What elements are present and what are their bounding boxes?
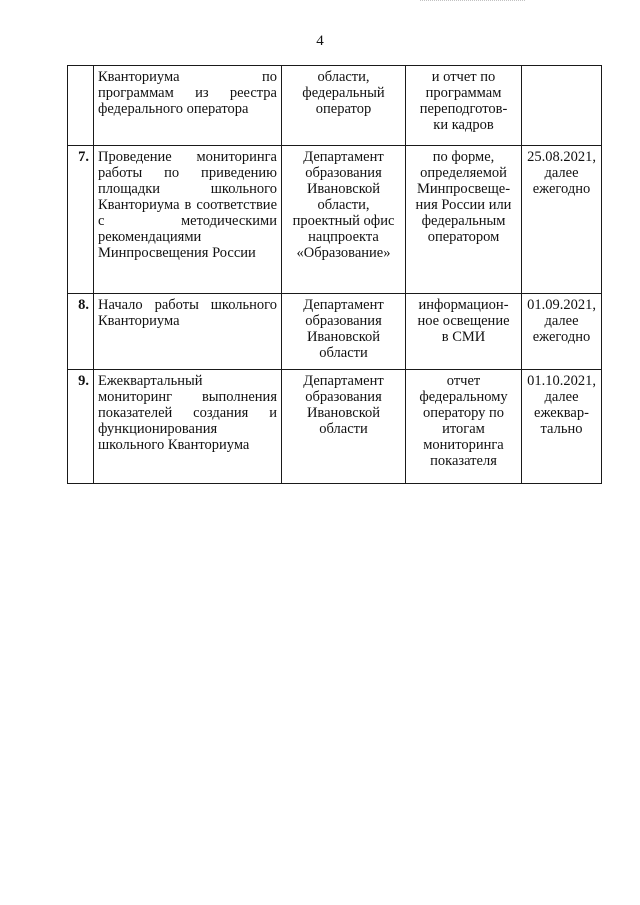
deadline: 25.08.2021, далее ежегодно [522, 146, 602, 294]
responsible-party: Департамент образования Ивановской области [282, 294, 406, 370]
event-description: Начало работы школьного Кванториума [94, 294, 282, 370]
row-number: 8. [68, 294, 94, 370]
scan-artifact [420, 0, 525, 7]
deadline [522, 66, 602, 146]
expected-result: и отчет по программам переподготов- ки кадров [406, 66, 522, 146]
row-number: 9. [68, 370, 94, 484]
page-number: 4 [316, 33, 324, 49]
deadline: 01.10.2021, далее ежеквар- тально [522, 370, 602, 484]
responsible-party: Департамент образования Ивановской области, проектный офис нацпроекта «Образование» [282, 146, 406, 294]
table-row [68, 146, 602, 294]
row-number [68, 66, 94, 146]
responsible-party: Департамент образования Ивановской области [282, 370, 406, 484]
table-row [68, 294, 602, 370]
expected-result: информацион- ное освещение в СМИ [406, 294, 522, 370]
action-plan-table [67, 65, 602, 484]
event-description: Проведение мониторинга работы по приведению площадки школьного Кванториума в соответствие с методическими рекомендациями Минпросвещения России [94, 146, 282, 294]
table-row [68, 66, 602, 146]
deadline: 01.09.2021, далее ежегодно [522, 294, 602, 370]
responsible-party: области, федеральный оператор [282, 66, 406, 146]
expected-result: отчет федеральному оператору по итогам мониторинга показателя [406, 370, 522, 484]
row-number: 7. [68, 146, 94, 294]
event-description: Ежеквартальный мониторинг выполнения показателей создания и функционирования школьного Кванториума [94, 370, 282, 484]
event-description: Кванториума по программам из реестра федерального оператора [94, 66, 282, 146]
table-row [68, 370, 602, 484]
expected-result: по форме, определяемой Минпросвеще- ния России или федеральным оператором [406, 146, 522, 294]
